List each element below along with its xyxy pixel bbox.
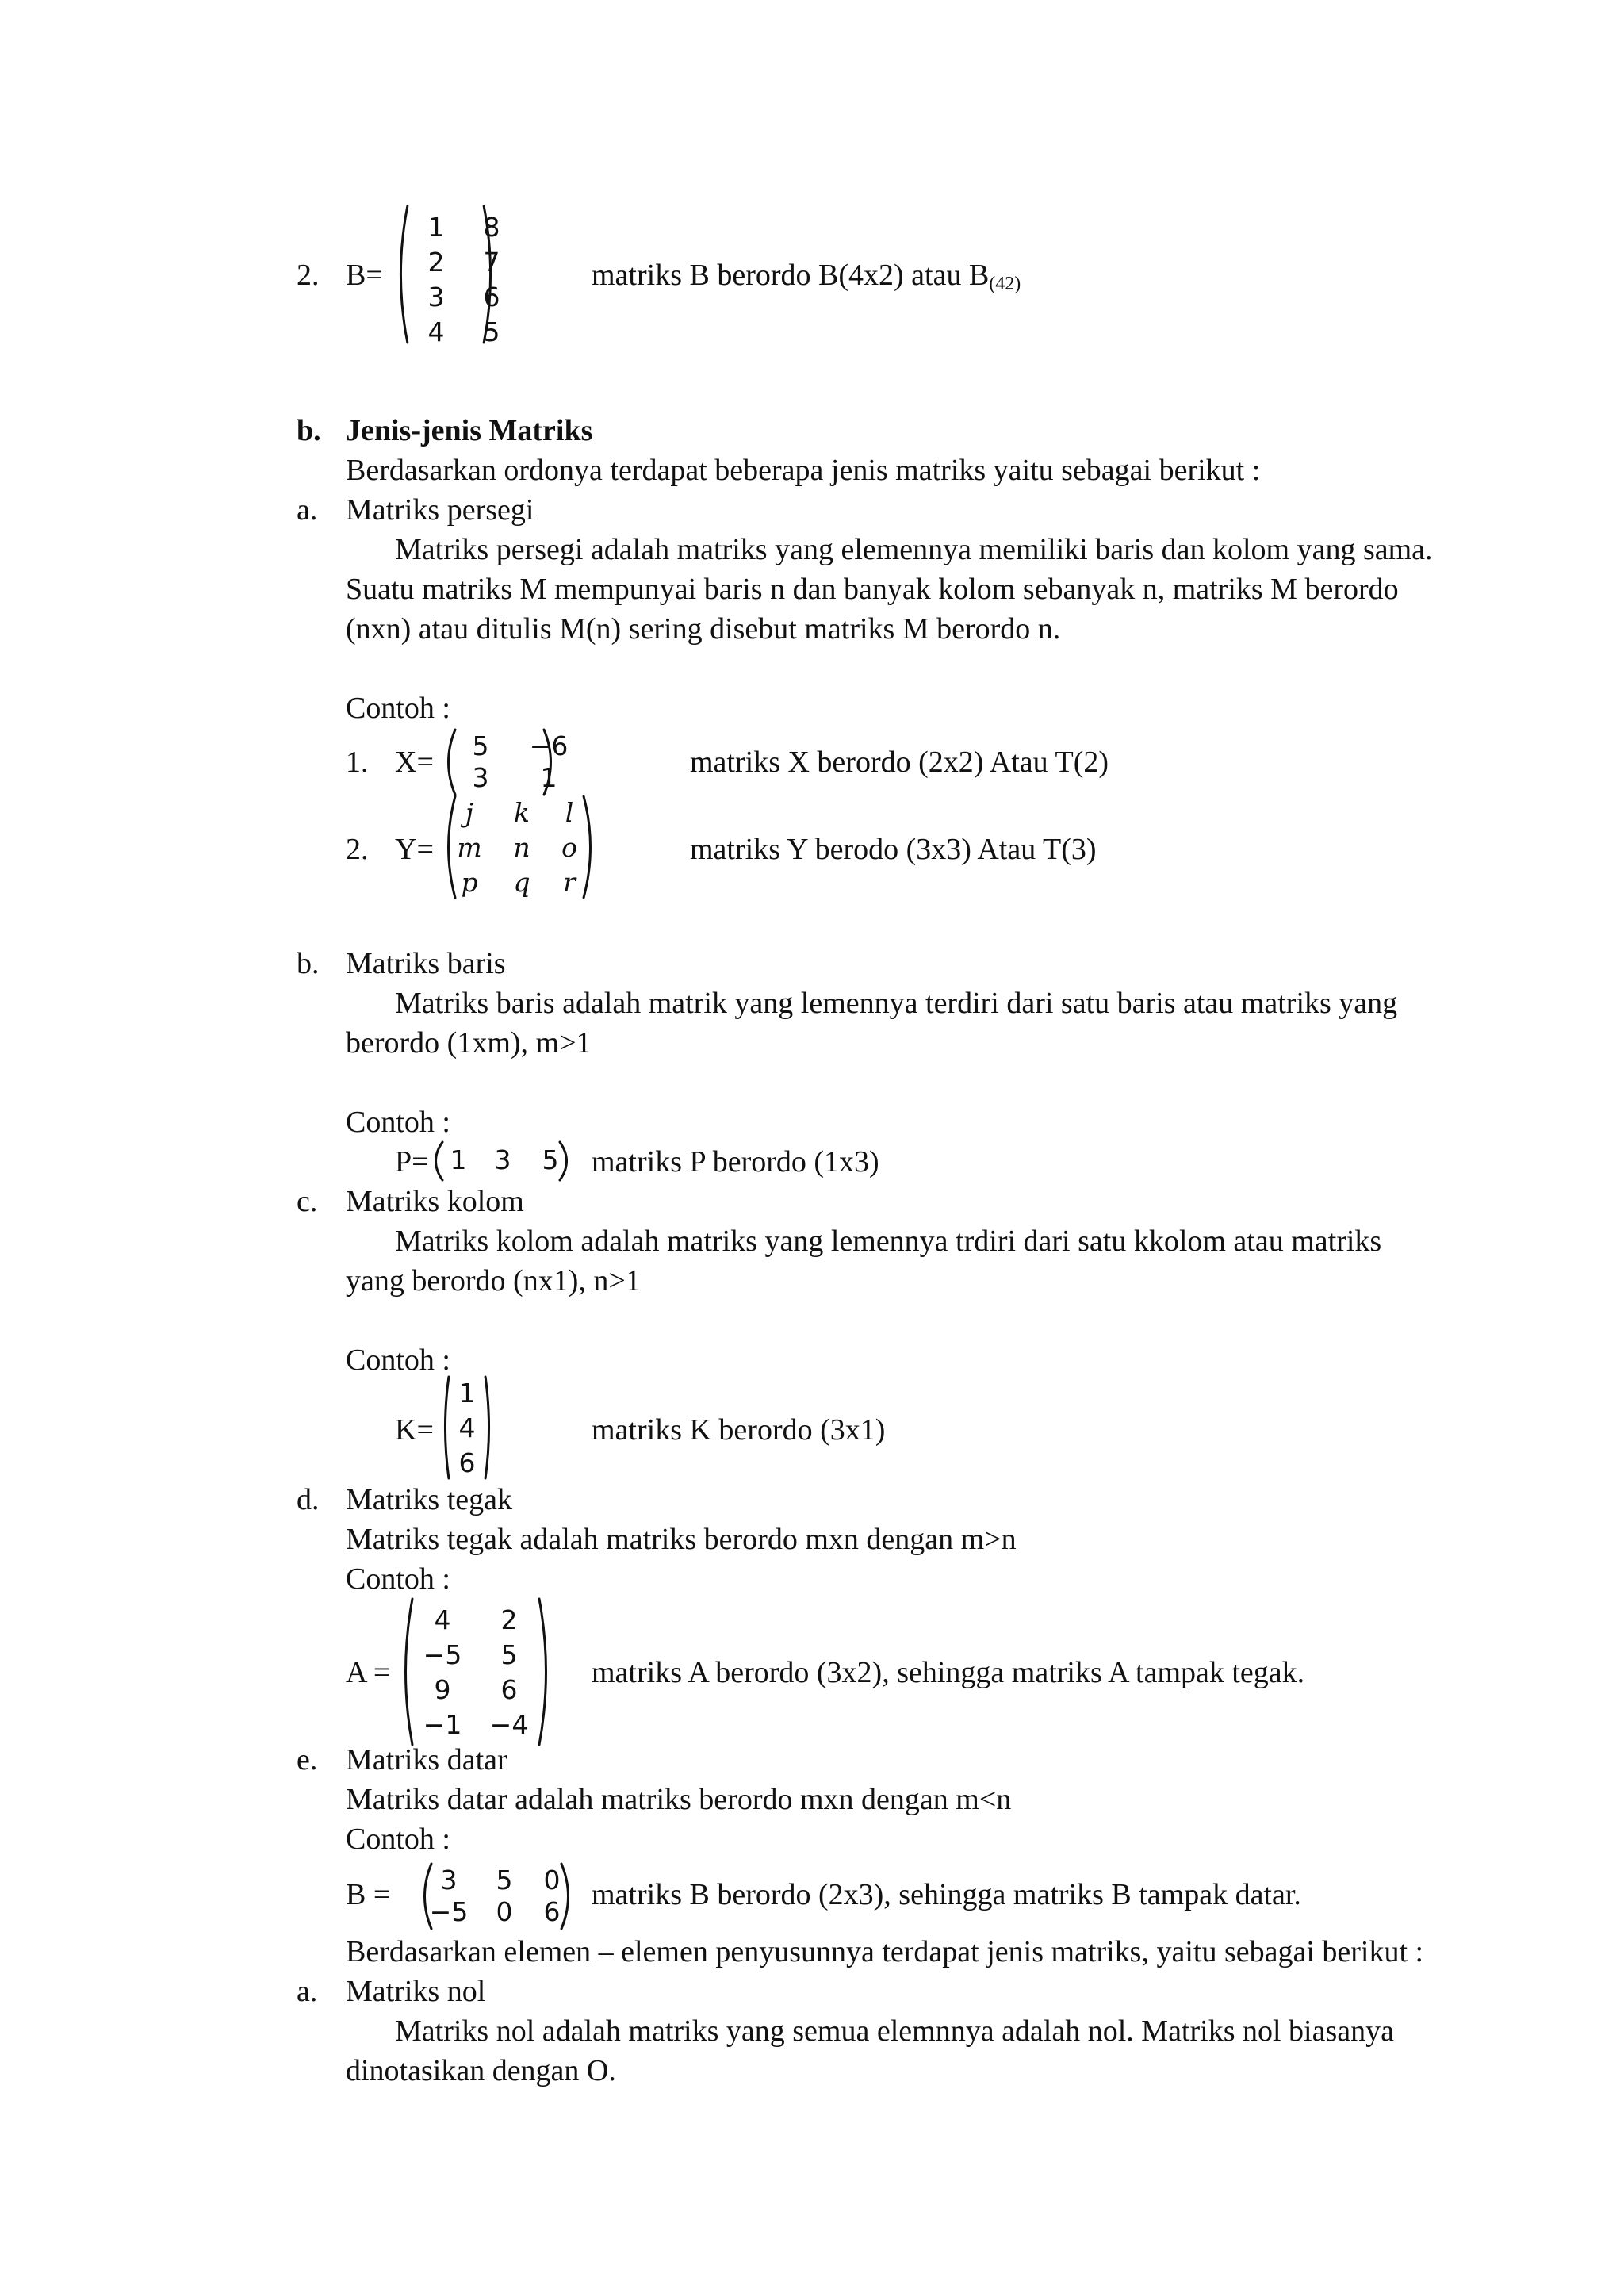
contoh-label: Contoh :: [346, 1106, 450, 1139]
subsection-heading: Matriks kolom: [346, 1185, 524, 1218]
matrix-entry: 1: [427, 212, 445, 243]
matrix-entry: p: [461, 867, 478, 898]
matrix-entry: r: [563, 867, 576, 898]
list-marker: c.: [297, 1185, 318, 1218]
matrix-a-4x2: [398, 1597, 553, 1746]
paragraph-line: Matriks baris adalah matrik yang lemennya terdiri dari satu baris atau matriks yang: [395, 987, 1398, 1020]
list-marker: e.: [297, 1743, 318, 1777]
matrix-label: K=: [395, 1413, 434, 1447]
matrix-entry: −5: [429, 1896, 469, 1927]
paragraph-line: berordo (1xm), m>1: [346, 1026, 592, 1060]
matrix-entry: j: [465, 797, 474, 828]
list-marker: d.: [297, 1483, 320, 1516]
matrix-entry: 8: [483, 212, 500, 243]
matrix-entry: 9: [434, 1674, 451, 1705]
matrix-entry: 4: [434, 1604, 451, 1635]
subsection-heading: Matriks baris: [346, 947, 506, 980]
subsection-heading: Matriks nol: [346, 1975, 486, 2008]
contoh-label: Contoh :: [346, 1823, 450, 1856]
contoh-label: Contoh :: [346, 1343, 450, 1377]
matrix-k-3x1: [441, 1375, 493, 1480]
matrix-entry: 0: [543, 1865, 561, 1895]
matrix-b-4x2: [393, 205, 500, 347]
matrix-description: matriks A berordo (3x2), sehingga matriks A tampak tegak.: [592, 1656, 1305, 1689]
matrix-entry: 6: [543, 1896, 561, 1927]
matrix-entry: k: [514, 797, 530, 828]
matrix-entry: o: [561, 832, 577, 863]
matrix-entry: 3: [494, 1144, 511, 1175]
matrix-entry: q: [513, 867, 530, 898]
matrix-entry: −5: [423, 1639, 462, 1670]
matrix-description: matriks Y berodo (3x3) Atau T(3): [690, 833, 1097, 866]
matrix-entry: 2: [500, 1604, 518, 1635]
paragraph-line: Matriks datar adalah matriks berordo mxn dengan m<n: [346, 1783, 1012, 1816]
matrix-entry: 3: [440, 1865, 458, 1895]
paragraph-line: Matriks tegak adalah matriks berordo mxn dengan m>n: [346, 1523, 1017, 1556]
item-number: 2.: [346, 833, 369, 866]
matrix-description: matriks X berordo (2x2) Atau T(2): [690, 746, 1109, 779]
section-marker: b.: [297, 414, 321, 447]
paragraph-line: (nxn) atau ditulis M(n) sering disebut matriks M berordo n.: [346, 612, 1061, 646]
matrix-entry: 6: [458, 1447, 476, 1478]
contoh-label: Contoh :: [346, 1562, 450, 1596]
matrix-entry: 2: [427, 247, 445, 278]
matrix-label: P=: [395, 1145, 429, 1179]
matrix-description: matriks B berordo (2x3), sehingga matriks B tampak datar.: [592, 1878, 1301, 1911]
matrix-label: A =: [346, 1656, 391, 1689]
matrix-entry: 1: [450, 1144, 467, 1175]
list-marker: a.: [297, 493, 318, 527]
paragraph-line: Matriks persegi adalah matriks yang elemennya memiliki baris dan kolom yang sama.: [395, 533, 1433, 566]
subsection-heading: Matriks tegak: [346, 1483, 513, 1516]
subsection-heading: Matriks persegi: [346, 493, 534, 527]
matrix-entry: 0: [496, 1896, 513, 1927]
section-intro: Berdasarkan ordonya terdapat beberapa jenis matriks yaitu sebagai berikut :: [346, 454, 1261, 487]
matrix-description: matriks K berordo (3x1): [592, 1413, 886, 1447]
matrix-entry: m: [457, 832, 482, 863]
matrix-entry: −6: [529, 730, 569, 761]
matrix-entry: 6: [500, 1674, 518, 1705]
matrix-entry: 1: [540, 762, 557, 793]
matrix-x-2x2: [441, 728, 569, 796]
matrix-entry: 4: [458, 1412, 476, 1443]
matrix-label: B =: [346, 1878, 391, 1911]
paragraph-line: Matriks nol adalah matriks yang semua elemnnya adalah nol. Matriks nol biasanya: [395, 2014, 1394, 2048]
section-intro: Berdasarkan elemen – elemen penyusunnya terdapat jenis matriks, yaitu sebagai berikut :: [346, 1935, 1424, 1968]
matrix-entry: 5: [542, 1144, 559, 1175]
section-heading: Jenis-jenis Matriks: [346, 414, 593, 447]
subsection-heading: Matriks datar: [346, 1743, 508, 1777]
matrix-entry: 6: [483, 282, 500, 312]
matrix-entry: 5: [483, 316, 500, 347]
matrix-entry: 1: [458, 1378, 476, 1409]
matrix-entry: 5: [472, 730, 489, 761]
matrix-description: matriks P berordo (1x3): [592, 1145, 879, 1179]
matrix-entry: 4: [427, 316, 445, 347]
matrix-entry: 5: [496, 1865, 513, 1895]
matrix-entry: l: [565, 797, 574, 828]
paragraph-line: dinotasikan dengan O.: [346, 2054, 616, 2087]
matrix-entry: 3: [472, 762, 489, 793]
list-marker: b.: [297, 947, 320, 980]
matrix-description: matriks B berordo B(4x2) atau $B_{(42)}$: [592, 259, 1021, 294]
paragraph-line: Matriks kolom adalah matriks yang lemennya trdiri dari satu kkolom atau matriks: [395, 1225, 1382, 1258]
matrix-entry: 5: [500, 1639, 518, 1670]
matrix-entry: −1: [423, 1709, 462, 1740]
paragraph-line: Suatu matriks M mempunyai baris n dan banyak kolom sebanyak n, matriks M berordo: [346, 573, 1399, 606]
matrix-label: B=: [346, 259, 383, 292]
matrix-label: X=: [395, 746, 434, 779]
matrix-entry: 3: [427, 282, 445, 312]
matrix-y-3x3: [441, 795, 598, 899]
list-marker: a.: [297, 1975, 318, 2008]
matrix-p-1x3: [428, 1140, 574, 1182]
paragraph-line: yang berordo (nx1), n>1: [346, 1264, 641, 1297]
item-number: 1.: [346, 746, 369, 779]
matrix-entry: n: [513, 832, 530, 863]
matrix-b-2x3: [417, 1862, 576, 1930]
matrix-entry: −4: [489, 1709, 529, 1740]
matrix-entry: 7: [483, 247, 500, 278]
item-number: 2.: [297, 259, 320, 292]
matrix-label: Y=: [395, 833, 434, 866]
contoh-label: Contoh :: [346, 692, 450, 725]
